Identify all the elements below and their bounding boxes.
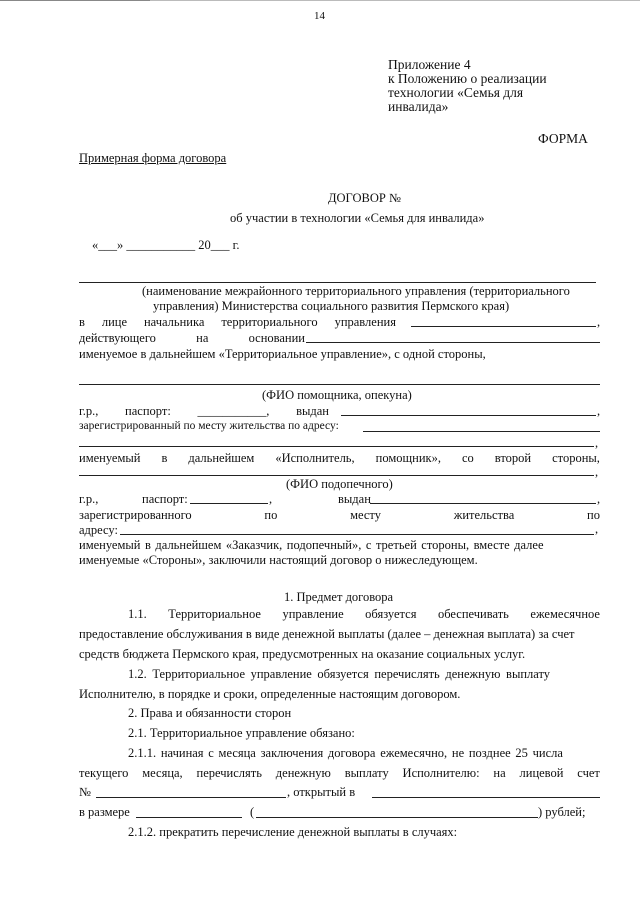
org-caption-2: управления) Министерства социального развития Пермского края) — [153, 299, 510, 313]
scan-edge-mark — [0, 0, 150, 5]
p1-1-word-6: ежемесячное — [530, 607, 600, 621]
amount-rub-label: ) рублей; — [538, 805, 586, 819]
p2-1-1-line-1: 2.1.1. начиная с месяца заключения договора ежемесячно, не позднее 25 числа — [128, 746, 563, 760]
p2-word-3: перечислять — [196, 766, 262, 780]
assistant-issued-field[interactable] — [341, 415, 596, 416]
contract-subtitle: об участии в технологии «Семья для инвалида» — [230, 211, 485, 225]
assistant-address-field-2[interactable] — [79, 446, 594, 447]
executor-word-7: второй — [494, 451, 532, 465]
p2-1-1-line-2 — [79, 766, 600, 781]
ward-name-field[interactable] — [79, 475, 594, 476]
ward-reg-word-5: по — [587, 508, 600, 522]
acting-word-3: основании — [248, 331, 305, 345]
executor-word-5: помощник», — [375, 451, 441, 465]
head-word-5: управления — [334, 315, 396, 329]
contract-date-line: «___» ___________ 20___ г. — [92, 238, 240, 252]
amount-label: в размере — [79, 805, 130, 819]
amount-field[interactable] — [136, 817, 242, 818]
ward-reg-word-4: жительства — [453, 508, 515, 522]
head-word-2: лице — [101, 315, 128, 329]
appendix-block — [388, 58, 547, 114]
p1-1-word-4: обязуется — [365, 607, 417, 621]
p2-word-6: Исполнителю: — [402, 766, 480, 780]
acting-line — [79, 331, 305, 346]
assistant-passport-line — [79, 404, 329, 419]
ward-reg-word-1: зарегистрированного — [79, 508, 192, 522]
executor-word-6: со — [461, 451, 474, 465]
address-comma: , — [595, 436, 599, 450]
head-comma: , — [597, 315, 601, 329]
ward-caption: (ФИО подопечного) — [286, 477, 393, 491]
appendix-line-4: инвалида» — [388, 99, 449, 114]
org-caption-1: (наименование межрайонного территориального управления (территориального — [142, 284, 570, 298]
section-2-title: 2. Права и обязанности сторон — [128, 706, 292, 720]
assistant-name-field[interactable] — [79, 384, 600, 385]
acting-word-1: действующего — [79, 331, 156, 345]
p1-1-word-3: управление — [282, 607, 344, 621]
customer-line-2: именуемые «Стороны», заключили настоящий договор о нижеследующем. — [79, 553, 478, 567]
p2-word-9: счет — [577, 766, 600, 780]
p1-1-line-2: предоставление обслуживания в виде денежной выплаты (далее – денежная выплата) за счет — [79, 627, 575, 641]
head-word-3: начальника — [143, 315, 205, 329]
acting-basis-field[interactable] — [306, 342, 600, 343]
acting-word-2: на — [196, 331, 209, 345]
ward-issued-field[interactable] — [370, 503, 596, 504]
executor-word-3: дальнейшем — [188, 451, 255, 465]
ward-name-comma: , — [595, 465, 599, 479]
p2-1-2: 2.1.2. прекратить перечисление денежной выплаты в случаях: — [128, 825, 458, 839]
assistant-caption: (ФИО помощника, опекуна) — [262, 388, 412, 402]
ward-address-comma: , — [595, 522, 599, 536]
org-name-field[interactable] — [79, 282, 596, 283]
p2-word-8: лицевой — [519, 766, 564, 780]
assistant-registered-label: зарегистрированный по месту жительства по адресу: — [79, 420, 339, 432]
p1-2-line-1: 1.2. Территориальное управление обязуется перечислять денежную выплату — [128, 667, 551, 681]
opened-in-label: , открытый в — [287, 785, 356, 799]
scan-edge-line — [150, 0, 640, 1]
executor-word-4: «Исполнитель, — [275, 451, 355, 465]
section-1-title: 1. Предмет договора — [284, 590, 394, 604]
ward-passport-word-2: паспорт: — [142, 492, 188, 506]
passport-word-4: выдан — [296, 404, 329, 418]
p2-word-4: денежную — [275, 766, 331, 780]
contract-title: ДОГОВОР № — [328, 191, 401, 205]
appendix-line-2: к Положению о реализации — [388, 71, 547, 86]
p2-word-1: текущего — [79, 766, 129, 780]
appendix-line-3: технологии «Семья для — [388, 85, 524, 100]
account-number-label: № — [79, 785, 91, 799]
executor-line — [79, 451, 600, 466]
ward-passport-word-3: выдан — [338, 492, 371, 506]
head-word-4: территориального — [221, 315, 318, 329]
p1-2-line-2: Исполнителю, в порядке и сроки, определенные настоящим договором. — [79, 687, 461, 701]
executor-word-1: именуемый — [79, 451, 141, 465]
p1-1-word-5: обеспечивать — [437, 607, 509, 621]
p2-1: 2.1. Территориальное управление обязано: — [128, 726, 355, 740]
head-word-1: в — [79, 315, 85, 329]
ward-address-label: адресу: — [79, 523, 118, 537]
head-line — [79, 315, 396, 330]
p1-1-word-1: 1.1. — [128, 607, 147, 621]
ward-passport-comma: , — [269, 492, 273, 506]
ward-reg-word-2: по — [264, 508, 278, 522]
p1-1-word-2: Территориальное — [168, 607, 261, 621]
ward-reg-word-3: месту — [350, 508, 381, 522]
ward-passport-word-1: г.р., — [79, 492, 99, 506]
p2-word-7: на — [493, 766, 506, 780]
p2-word-5: выплату — [344, 766, 389, 780]
hereinafter-first-party: именуемое в дальнейшем «Территориальное управление», с одной стороны, — [79, 347, 486, 361]
amount-words-field[interactable] — [256, 817, 538, 818]
passport-word-1: г.р., — [79, 404, 99, 418]
p1-1-line-1 — [128, 607, 600, 622]
amount-open-paren: ( — [250, 805, 255, 819]
account-number-field[interactable] — [96, 797, 286, 798]
passport-comma: , — [597, 404, 601, 418]
executor-word-8: стороны, — [552, 451, 600, 465]
passport-word-2: паспорт: — [125, 404, 171, 418]
customer-line-1: именуемый в дальнейшем «Заказчик, подопечный», с третьей стороны, вместе далее — [79, 538, 544, 552]
bank-field[interactable] — [372, 797, 600, 798]
appendix-line-1: Приложение 4 — [388, 57, 471, 72]
p1-1-line-3: средств бюджета Пермского края, предусмотренных на оказание социальных услуг. — [79, 647, 526, 661]
passport-word-3: ___________, — [197, 404, 270, 418]
ward-registered-line — [79, 508, 600, 523]
ward-passport-field[interactable] — [190, 503, 268, 504]
sample-form-title: Примерная форма договора — [79, 151, 227, 165]
head-name-field[interactable] — [411, 326, 596, 327]
page-number: 14 — [314, 10, 325, 22]
form-label: ФОРМА — [538, 131, 588, 146]
ward-issued-comma: , — [597, 492, 601, 506]
p2-word-2: месяца, — [142, 766, 183, 780]
assistant-address-field[interactable] — [363, 431, 600, 432]
executor-word-2: в — [161, 451, 168, 465]
ward-address-field[interactable] — [120, 534, 594, 535]
